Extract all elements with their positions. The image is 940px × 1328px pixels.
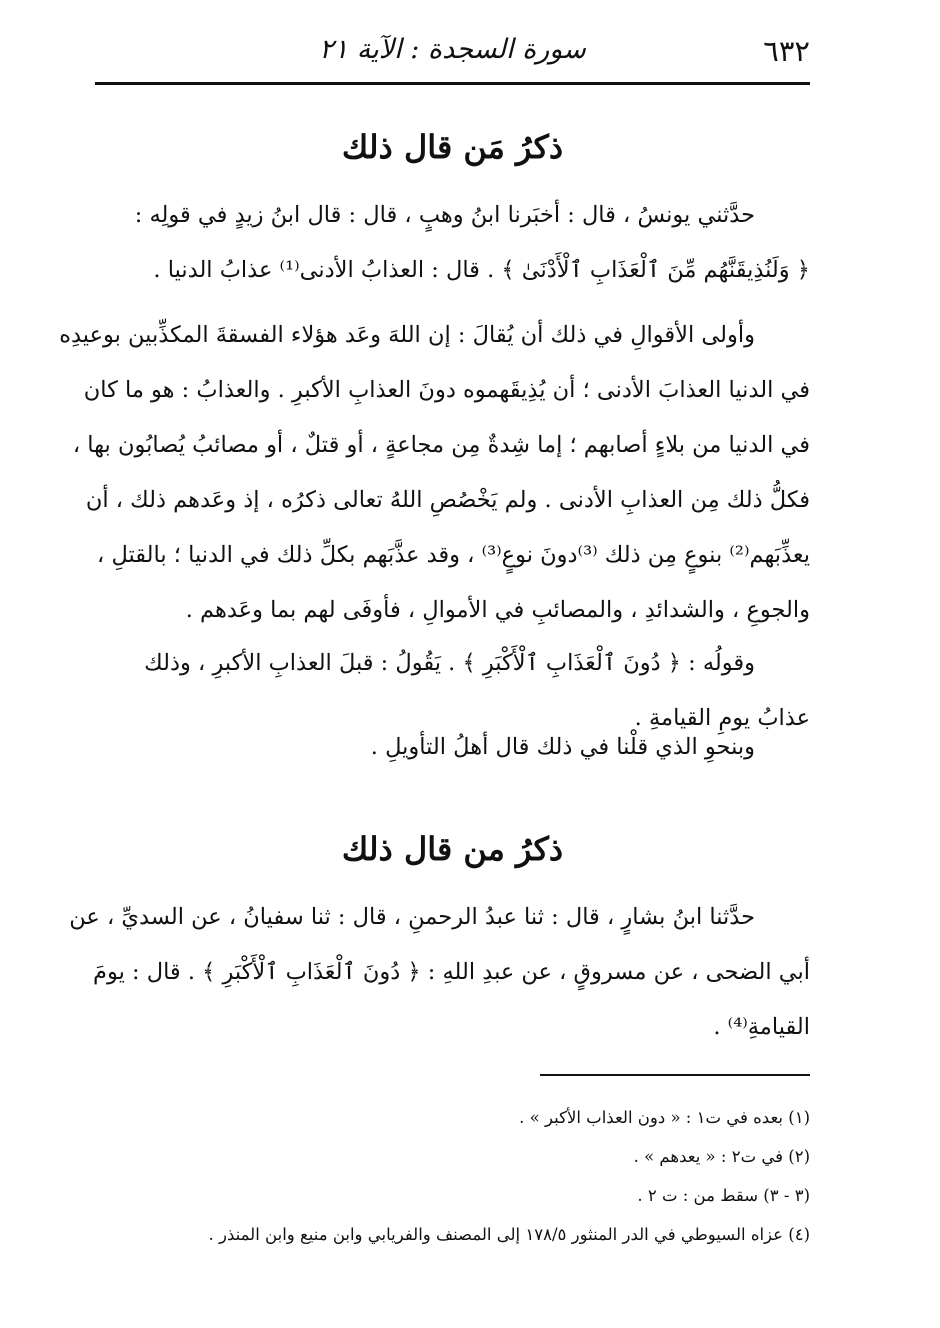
text-line: والجوعِ ، والشدائدِ ، والمصائبِ في الأموالِ ، فأوفَى لهم بما وعَدهم . <box>185 597 810 623</box>
footnote-4: (٤) عزاه السيوطي في الدر المنثور ١٧٨/٥ إلى المصنف والفريابي وابن منيع وابن المنذر . <box>208 1225 810 1244</box>
footnotes <box>95 1098 810 1254</box>
text-line: عذابُ يومِ القيامةِ . <box>634 705 810 731</box>
running-title: سورة السجدة : الآية ٢١ <box>319 34 586 65</box>
footnote-3: (٣ - ٣) سقط من : ت ٢ . <box>637 1186 810 1205</box>
paragraph-preferred-opinion <box>59 308 810 638</box>
text-line: في الدنيا من بلاءٍ أصابهم ؛ إما شِدةٌ مِن مجاعةٍ ، أو قتلٌ ، أو مصائبُ يُصابُون بها ، <box>72 432 810 458</box>
text-line: حدَّثني يونسُ ، قال : أخبَرنا ابنُ وهبٍ ، قال : قال ابنُ زيدٍ في قولِه : <box>134 202 755 228</box>
text-line: وبنحوِ الذي قلْنا في ذلك قال أهلُ التأويلِ . <box>370 734 755 760</box>
paragraph-ahl-al-tawil <box>95 720 810 775</box>
footnote-divider <box>540 1074 810 1076</box>
text-line: ﴿ وَلَنُذِيقَنَّهُم مِّنَ ٱلْعَذَابِ ٱلْأَدْنَىٰ ﴾ . قال : العذابُ الأدنى⁽¹⁾ عذابُ الدنيا . <box>153 257 810 283</box>
section-heading-2: ذكرُ من قال ذلك <box>341 830 564 868</box>
text-line: في الدنيا العذابَ الأدنى ؛ أن يُذِيقَهموه دونَ العذابِ الأكبرِ . والعذابُ : هو ما كان <box>83 377 810 403</box>
text-line: فكلُّ ذلك مِن العذابِ الأدنى . ولم يَخْصُصِ اللهُ تعالى ذكرُه ، إذ وعَدهم ذلك ، أن <box>85 487 810 513</box>
text-line: حدَّثنا ابنُ بشارٍ ، قال : ثنا عبدُ الرحمنِ ، قال : ثنا سفيانُ ، عن السديِّ ، عن <box>69 904 755 930</box>
footnote-2: (٢) في ت٢ : « يعدهم » . <box>633 1147 810 1166</box>
text-line: يعذِّبَهم⁽²⁾ بنوعٍ مِن ذلك ⁽³⁾دونَ نوعٍ⁽³⁾ ، وقد عذَّبَهم بكلِّ ذلك في الدنيا ؛ بالقتلِ ، <box>97 542 810 568</box>
text-line: أبي الضحى ، عن مسروقٍ ، عن عبدِ اللهِ : ﴿ دُونَ ٱلْعَذَابِ ٱلْأَكْبَرِ ﴾ . قال : يومَ <box>93 959 810 985</box>
paragraph-ibn-bashar-narration <box>69 890 810 1055</box>
footnote-1: (١) بعده في ت١ : « دون العذاب الأكبر » . <box>519 1108 810 1127</box>
page-header <box>95 28 810 85</box>
text-line: وقولُه : ﴿ دُونَ ٱلْعَذَابِ ٱلْأَكْبَرِ ﴾ . يَقُولُ : قبلَ العذابِ الأكبرِ ، وذلك <box>144 650 755 676</box>
paragraph-yunus-narration <box>95 188 810 298</box>
section-heading-1: ذكرُ مَن قال ذلك <box>341 128 564 166</box>
text-line: القيامةِ⁽⁴⁾ . <box>713 1014 810 1040</box>
text-line: وأولى الأقوالِ في ذلك أن يُقالَ : إن اللهَ وعَد هؤلاء الفسقةَ المكذِّبين بوعيدِه <box>59 322 755 348</box>
page-number: ٦٣٢ <box>763 34 810 68</box>
